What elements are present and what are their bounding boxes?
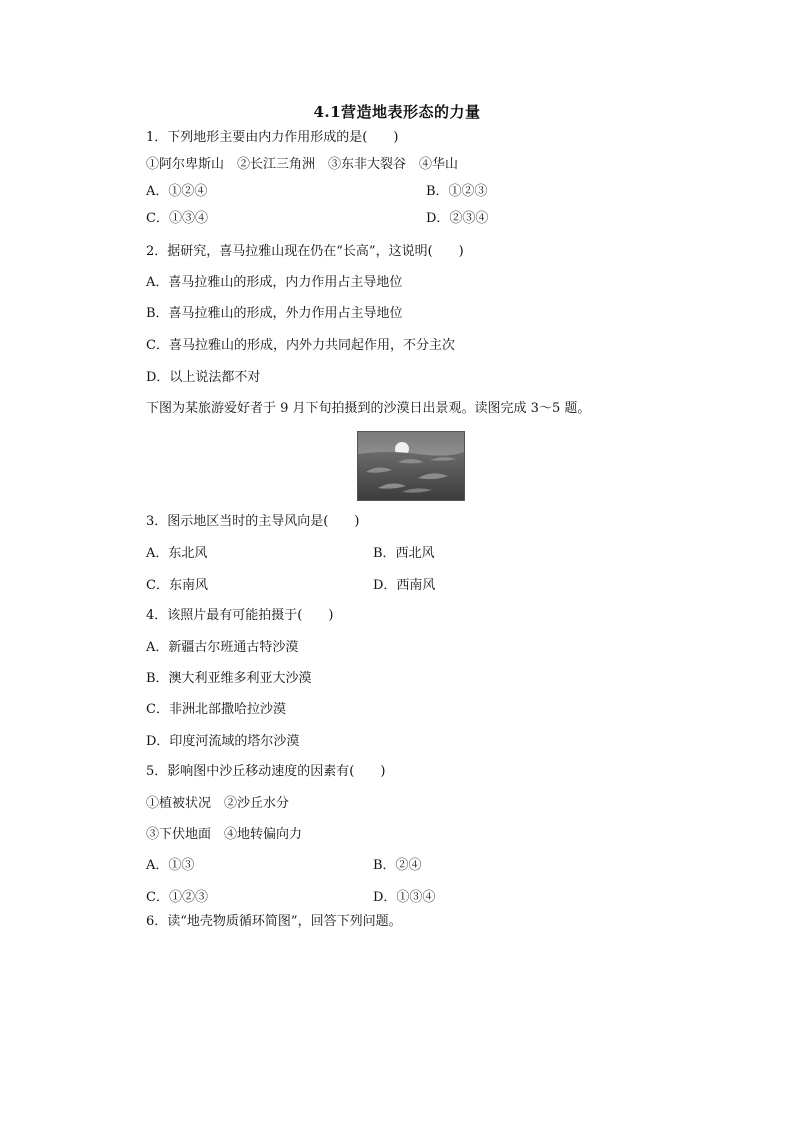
- question-2-option-a: A．喜马拉雅山的形成，内力作用占主导地位: [146, 275, 403, 290]
- question-5-items-1: ①植被状况 ②沙丘水分: [146, 796, 290, 811]
- question-5-option-d: D．①③④: [373, 890, 436, 905]
- question-4-option-a: A．新疆古尔班通古特沙漠: [146, 640, 299, 655]
- question-4-option-c: C．非洲北部撒哈拉沙漠: [146, 702, 286, 717]
- question-2-option-b: B．喜马拉雅山的形成，外力作用占主导地位: [146, 306, 403, 321]
- questions-3-5-intro: 下图为某旅游爱好者于 9 月下旬拍摄到的沙漠日出景观。读图完成 3～5 题。: [146, 401, 591, 416]
- question-4-stem: 4．该照片最有可能拍摄于( ): [146, 608, 334, 623]
- desert-sunrise-photo: [357, 431, 465, 501]
- desert-sunrise-icon: [358, 432, 464, 500]
- question-6-stem: 6．读“地壳物质循环简图”，回答下列问题。: [146, 914, 402, 929]
- question-5-items-2: ③下伏地面 ④地转偏向力: [146, 827, 303, 842]
- question-5-option-a: A．①③: [146, 858, 195, 873]
- question-3-option-a: A．东北风: [146, 546, 208, 561]
- question-4-option-b: B．澳大利亚维多利亚大沙漠: [146, 671, 312, 686]
- question-5-stem: 5．影响图中沙丘移动速度的因素有( ): [146, 764, 386, 779]
- question-2-option-d: D．以上说法都不对: [146, 370, 261, 385]
- question-1-option-c: C．①③④: [146, 211, 208, 226]
- question-1-stem: 1．下列地形主要由内力作用形成的是( ): [146, 130, 399, 145]
- question-1-option-d: D．②③④: [426, 211, 489, 226]
- question-3-option-d: D．西南风: [373, 578, 436, 593]
- question-3-option-b: B．西北风: [373, 546, 435, 561]
- question-5-option-c: C．①②③: [146, 890, 208, 905]
- question-5-option-b: B．②④: [373, 858, 422, 873]
- question-2-stem: 2．据研究，喜马拉雅山现在仍在“长高”，这说明( ): [146, 244, 464, 259]
- page-title: 4.1营造地表形态的力量: [313, 103, 481, 121]
- question-1-option-a: A．①②④: [146, 184, 208, 199]
- question-2-option-c: C．喜马拉雅山的形成，内外力共同起作用，不分主次: [146, 338, 455, 353]
- question-1-items: ①阿尔卑斯山 ②长江三角洲 ③东非大裂谷 ④华山: [146, 157, 459, 172]
- question-1-option-b: B．①②③: [426, 184, 488, 199]
- question-3-stem: 3．图示地区当时的主导风向是( ): [146, 514, 360, 529]
- question-4-option-d: D．印度河流域的塔尔沙漠: [146, 734, 300, 749]
- question-3-option-c: C．东南风: [146, 578, 208, 593]
